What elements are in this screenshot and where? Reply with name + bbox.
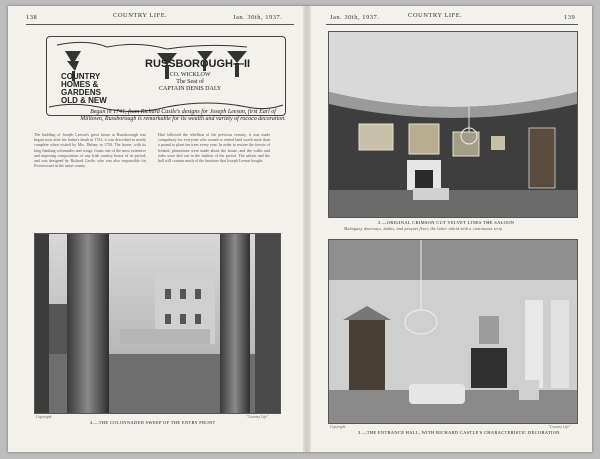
page-gutter [303, 6, 311, 452]
colonnade-photo-illustration [35, 234, 280, 413]
date-right: Jan. 30th, 1937. [330, 14, 380, 21]
logo-line: HOMES & [61, 80, 99, 89]
article-intro [78, 109, 288, 123]
subtitle-line: CO. WICKLOW [169, 72, 211, 78]
page-number-right: 139 [564, 14, 576, 21]
hall-photo-illustration [329, 240, 577, 423]
photo3-credit-left: Copyright [330, 425, 346, 429]
page-number-left: 138 [26, 14, 38, 21]
photo1-credit-right: "Country Life" [246, 415, 269, 419]
logo-line: GARDENS [61, 88, 102, 97]
date-left: Jan. 30th, 1937. [233, 14, 283, 21]
masthead-right: COUNTRY LIFE. [408, 12, 463, 19]
photo3-credit-right: "Country Life" [548, 425, 571, 429]
subtitle-line: CAPTAIN DENIS DALY [159, 86, 222, 92]
logo-line: COUNTRY [61, 72, 101, 81]
body-column-1: The building of Joseph Leeson's great house at Russborough was begun soon after his father's death in 1741; it was described as nearly complete when visited by Mrs. Delany in 1750. The house, with its long flanking colonnades and wings, forms one of the most extensive and imposing compositions of any Irish country house of its period, and was designed by Richard Castle, who was also responsible for Powerscourt in the same county. [34, 132, 146, 169]
body-column-2: Had followed the rebellion of the previous century, it was made compulsory for everyone who owned or rented land worth more than a pound to plant ten trees every year. In order to restore the forests of Ireland, plantations were made about the house, and the walks and rides were laid out in the fashion of the period. The saloon and the hall still contain much of the furniture that Joseph Leeson bought. [158, 132, 270, 164]
article-subtitle [159, 72, 221, 93]
photo1-caption: 4.—THE COLONNADED SWEEP OF THE ENTRY FRONT [90, 420, 216, 425]
photo-colonnade [34, 233, 281, 414]
logo-wordmark [61, 73, 107, 105]
magazine-spread [8, 6, 592, 452]
photo-entrance-hall [328, 239, 578, 424]
saloon-photo-illustration [329, 32, 577, 217]
photo3-caption: 3.—THE ENTRANCE HALL, WITH RICHARD CASTLE'S CHARACTERISTIC DECORATION [358, 430, 560, 435]
masthead-left: COUNTRY LIFE. [113, 12, 168, 19]
intro-line: Milltown, Russborough is remarkable for its wealth and variety of rococo decoration. [80, 116, 286, 122]
header-rule-left [26, 24, 294, 25]
photo2-caption: 2.—ORIGINAL CRIMSON CUT VELVET LINES THE SALOON [378, 220, 515, 225]
photo-saloon [328, 31, 578, 218]
header-rule-right [326, 24, 578, 25]
logo-line: OLD & NEW [61, 96, 107, 105]
photo1-credit-left: Copyright [36, 415, 52, 419]
photo2-subcaption: Mahogany doorways, dados, and parquet floor, the latter inlaid with a continuous strip [344, 227, 503, 231]
article-title: RUSSBOROUGH—II [145, 58, 251, 70]
subtitle-line: The Seat of [176, 79, 204, 85]
intro-line: Begun in 1741, from Richard Castle's designs for Joseph Leeson, first Earl of [90, 109, 276, 115]
